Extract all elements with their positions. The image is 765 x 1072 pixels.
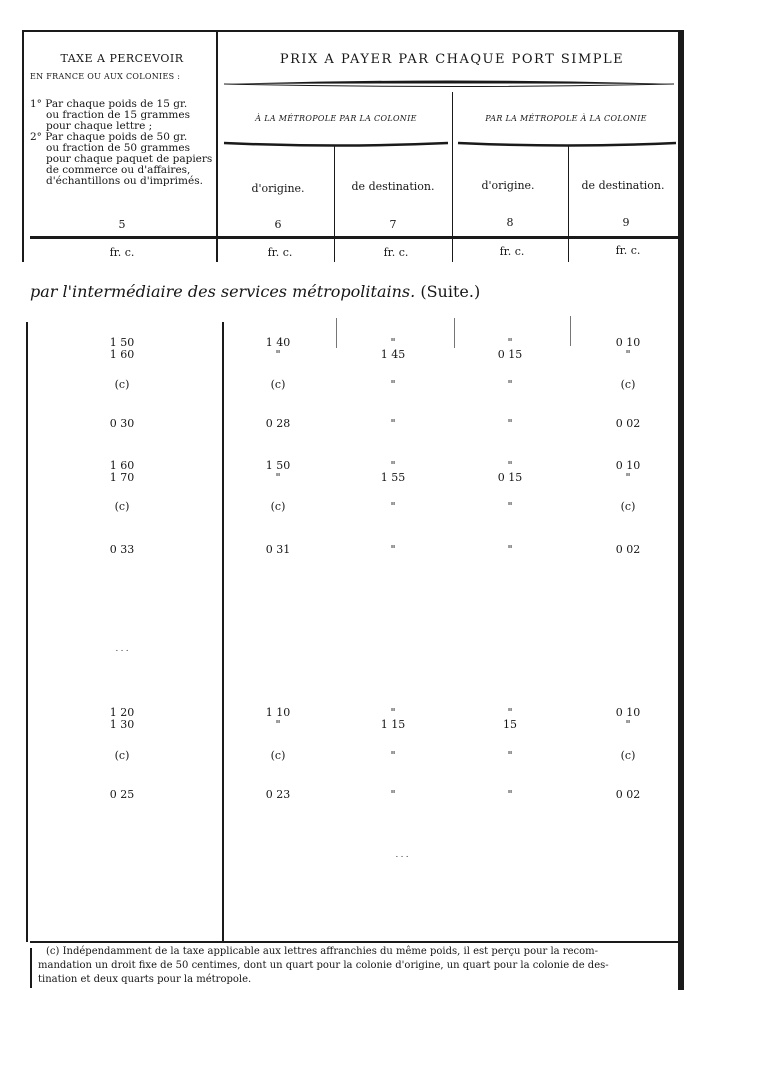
table-cell: (c) <box>620 500 636 513</box>
table-cell: (c) <box>114 500 130 513</box>
table-cell: 1 50 <box>265 459 291 472</box>
unit-label: fr. c. <box>615 244 641 257</box>
table-cell: 0 15 <box>497 348 523 361</box>
table-cell: " <box>625 471 631 484</box>
table-cell: 0 10 <box>615 706 641 719</box>
table-top-border <box>22 30 684 32</box>
table-cell: " <box>507 500 513 513</box>
table-cell: (c) <box>270 749 286 762</box>
body-col8-divider <box>570 316 571 346</box>
table-cell: " <box>507 417 513 430</box>
col-number-6: 6 <box>274 218 282 231</box>
footnote-left-bar <box>30 948 32 988</box>
table-cell: 1 15 <box>380 718 406 731</box>
table-cell: (c) <box>620 749 636 762</box>
header-bottom-rule <box>30 236 680 239</box>
table-cell: 1 50 <box>109 336 135 349</box>
col5-line: 1° Par chaque poids de 15 gr. <box>30 98 188 110</box>
table-cell: " <box>390 336 396 349</box>
unit-label: fr. c. <box>499 245 525 258</box>
col5-divider <box>216 32 218 262</box>
table-cell: " <box>507 749 513 762</box>
table-cell: 1 70 <box>109 471 135 484</box>
table-cell: " <box>390 788 396 801</box>
table-cell: 0 30 <box>109 417 135 430</box>
table-cell: 0 10 <box>615 336 641 349</box>
section-title-suffix: (Suite.) <box>420 282 481 301</box>
col-number-8: 8 <box>506 216 514 229</box>
col-number-7: 7 <box>389 218 397 231</box>
table-cell: " <box>625 718 631 731</box>
col5-line: de commerce ou d'affaires, <box>46 164 191 176</box>
sub-origin-right: d'origine. <box>481 179 535 192</box>
table-cell: 0 33 <box>109 543 135 556</box>
body-left-border <box>26 322 28 942</box>
col8-9-divider <box>568 146 569 262</box>
table-cell: " <box>507 706 513 719</box>
table-cell: 15 <box>503 718 517 731</box>
col5-line: d'échantillons ou d'imprimés. <box>46 175 203 187</box>
col5-line: 2° Par chaque poids de 50 gr. <box>30 131 188 143</box>
title-swash-rule <box>222 78 676 90</box>
col5-line: ou fraction de 15 grammes <box>46 109 190 121</box>
col5-line: pour chaque paquet de papiers <box>46 153 213 165</box>
table-cell: (c) <box>114 749 130 762</box>
table-cell: " <box>390 543 396 556</box>
table-cell: (c) <box>270 378 286 391</box>
table-cell: 0 02 <box>615 543 641 556</box>
group-left-title: À LA MÉTROPOLE PAR LA COLONIE <box>255 114 417 123</box>
body-col6-divider <box>336 318 337 348</box>
table-cell: 0 15 <box>497 471 523 484</box>
table-cell: 0 10 <box>615 459 641 472</box>
col6-7-divider <box>334 146 335 262</box>
table-cell: 0 28 <box>265 417 291 430</box>
unit-label: fr. c. <box>383 246 409 259</box>
table-cell: " <box>390 378 396 391</box>
ellipsis-mark: . . . <box>395 850 409 859</box>
main-title: PRIX A PAYER PAR CHAQUE PORT SIMPLE <box>279 52 625 67</box>
col-number-5: 5 <box>118 218 126 231</box>
col-number-9: 9 <box>622 216 630 229</box>
unit-label: fr. c. <box>267 246 293 259</box>
sub-dest-left: de destination. <box>351 180 435 193</box>
table-cell: " <box>390 706 396 719</box>
table-cell: " <box>507 378 513 391</box>
left-group-swash-rule <box>222 138 450 150</box>
table-cell: " <box>390 459 396 472</box>
table-cell: " <box>390 500 396 513</box>
table-left-border <box>22 30 24 262</box>
table-cell: 1 20 <box>109 706 135 719</box>
table-cell: 1 40 <box>265 336 291 349</box>
group-right-title: PAR LA MÉTROPOLE À LA COLONIE <box>485 114 647 123</box>
table-cell: " <box>275 718 281 731</box>
table-cell: (c) <box>620 378 636 391</box>
section-title-text: par l'intermédiaire des services métropolitains. <box>30 282 416 301</box>
table-cell: " <box>390 749 396 762</box>
table-cell: (c) <box>270 500 286 513</box>
body-col7-divider <box>454 318 455 348</box>
table-cell: (c) <box>114 378 130 391</box>
table-cell: 1 10 <box>265 706 291 719</box>
table-cell: " <box>507 459 513 472</box>
footnote-line-3: tination et deux quarts pour la métropole. <box>38 974 252 985</box>
table-cell: 0 02 <box>615 788 641 801</box>
table-cell: 1 55 <box>380 471 406 484</box>
table-cell: 0 02 <box>615 417 641 430</box>
body-col5-divider <box>222 322 224 942</box>
section-title <box>30 282 480 301</box>
table-cell: 1 60 <box>109 348 135 361</box>
table-cell: 1 45 <box>380 348 406 361</box>
table-cell: " <box>275 471 281 484</box>
sub-origin-left: d'origine. <box>251 182 305 195</box>
col5-line: pour chaque lettre ; <box>46 120 153 132</box>
table-cell: 0 25 <box>109 788 135 801</box>
col5-title: TAXE A PERCEVOIR <box>60 52 184 65</box>
right-group-swash-rule <box>456 138 678 150</box>
table-right-border <box>678 30 684 990</box>
table-cell: 1 30 <box>109 718 135 731</box>
footnote-line-1: (c) Indépendamment de la taxe applicable aux lettres affranchies du même poids, il est perçu pour la recom- <box>46 946 599 957</box>
table-cell: " <box>507 336 513 349</box>
table-cell: 0 31 <box>265 543 291 556</box>
body-bottom-rule <box>30 941 682 943</box>
table-cell: 1 60 <box>109 459 135 472</box>
table-cell: " <box>625 348 631 361</box>
ellipsis-mark: . . . <box>115 644 129 653</box>
table-cell: " <box>390 417 396 430</box>
col5-subtitle: EN FRANCE OU AUX COLONIES : <box>30 72 181 81</box>
table-cell: " <box>275 348 281 361</box>
unit-label: fr. c. <box>109 246 135 259</box>
table-cell: " <box>507 543 513 556</box>
col5-line: ou fraction de 50 grammes <box>46 142 190 154</box>
table-cell: 0 23 <box>265 788 291 801</box>
sub-dest-right: de destination. <box>581 179 665 192</box>
table-cell: " <box>507 788 513 801</box>
footnote-line-2: mandation un droit fixe de 50 centimes, dont un quart pour la colonie d'origine, un quart pour la colonie de des- <box>38 960 609 971</box>
